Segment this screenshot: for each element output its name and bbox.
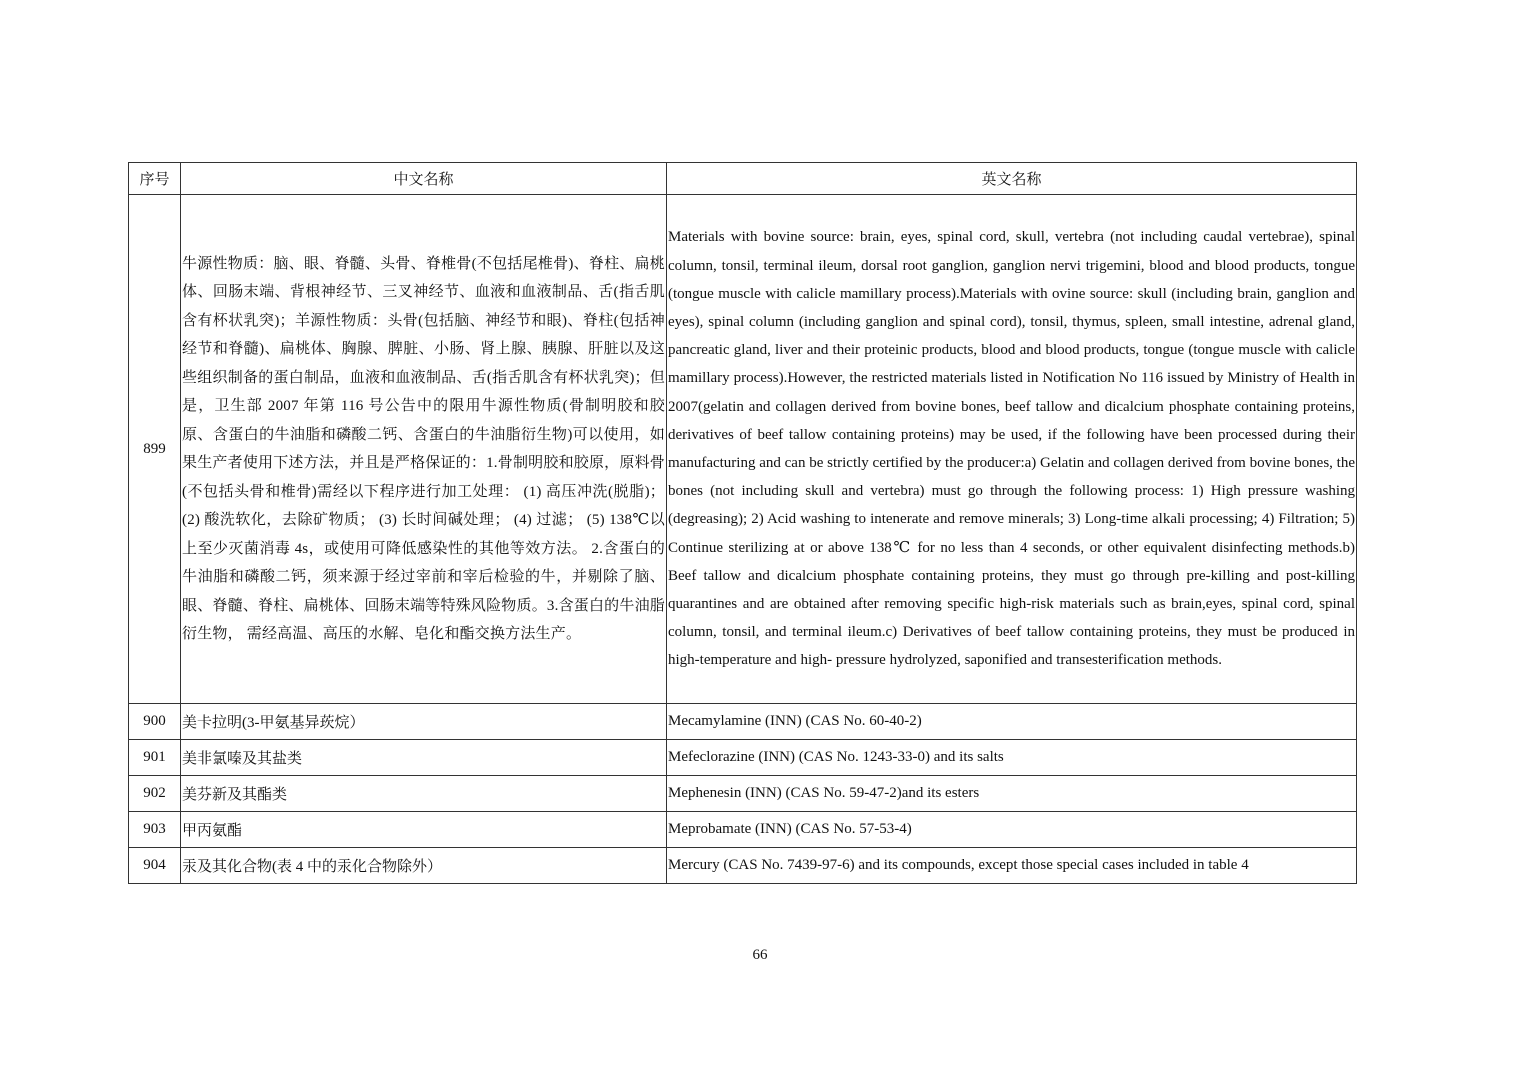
row-chinese-name: 美芬新及其酯类 <box>181 776 667 812</box>
table-header-row <box>129 163 1357 195</box>
row-english-name: Mefeclorazine (INN) (CAS No. 1243-33-0) and its salts <box>667 740 1357 776</box>
row-english-name: Mephenesin (INN) (CAS No. 59-47-2)and its esters <box>667 776 1357 812</box>
header-chinese-name: 中文名称 <box>181 163 667 195</box>
table-row <box>129 812 1357 848</box>
table-row <box>129 740 1357 776</box>
row-english-name: Materials with bovine source: brain, eyes, spinal cord, skull, vertebra (not including caudal vertebrae), spinal column, tonsil, terminal ileum, dorsal root ganglion, ganglion nervi trigemini, blood and blood products, tongue (tongue muscle with calicle mamillary process).Materials with ovine source: skull (including brain, ganglion and eyes), spinal column (including ganglion and spinal cord), tonsil, thymus, spleen, small intestine, adrenal gland, pancreatic gland, liver and their proteinic products, blood and blood products, tongue (tongue muscle with calicle mamillary process).However, the restricted materials listed in Notification No 116 issued by Ministry of Health in 2007(gelatin and collagen derived from bovine bones, beef tallow and dicalcium phosphate containing proteins, derivatives of beef tallow containing proteins) may be used, if the following have been processed during their manufacturing and can be strictly certified by the producer:a) Gelatin and collagen derived from bovine bones, the bones (not including skull and vertebra) must go through the following process: 1) High pressure washing (degreasing); 2) Acid washing to intenerate and remove minerals; 3) Long-time alkali processing; 4) Filtration; 5) Continue sterilizing at or above 138℃ for no less than 4 seconds, or other equivalent disinfecting methods.b) Beef tallow and dicalcium phosphate containing proteins, they must go through pre-killing and post-killing quarantines and are obtained after removing specific high-risk materials such as brain,eyes, spinal cord, spinal column, tonsil, and terminal ileum.c) Derivatives of beef tallow containing proteins, they must be produced in high-temperature and high- pressure hydrolyzed, saponified and transesterification methods. <box>667 195 1357 704</box>
row-chinese-name: 美卡拉明(3-甲氨基异莰烷） <box>181 704 667 740</box>
row-number: 902 <box>129 776 181 812</box>
header-number: 序号 <box>129 163 181 195</box>
row-number: 903 <box>129 812 181 848</box>
row-number: 904 <box>129 848 181 884</box>
table-row <box>129 195 1357 704</box>
page-number: 66 <box>752 947 768 963</box>
table-row <box>129 704 1357 740</box>
row-chinese-name: 汞及其化合物(表 4 中的汞化合物除外） <box>181 848 667 884</box>
header-english-name: 英文名称 <box>667 163 1357 195</box>
row-number: 901 <box>129 740 181 776</box>
row-english-name: Meprobamate (INN) (CAS No. 57-53-4) <box>667 812 1357 848</box>
row-chinese-name: 甲丙氨酯 <box>181 812 667 848</box>
substance-table <box>128 162 1357 884</box>
row-chinese-name: 牛源性物质：脑、眼、脊髓、头骨、脊椎骨(不包括尾椎骨)、脊柱、扁桃体、回肠末端、背根神经节、三叉神经节、血液和血液制品、舌(指舌肌含有杯状乳突)；羊源性物质：头骨(包括脑、神经节和眼)、脊柱(包括神经节和脊髓)、扁桃体、胸腺、脾脏、小肠、肾上腺、胰腺、肝脏以及这些组织制备的蛋白制品，血液和血液制品、舌(指舌肌含有杯状乳突)；但是，卫生部 2007 年第 116 号公告中的限用牛源性物质(骨制明胶和胶原、含蛋白的牛油脂和磷酸二钙、含蛋白的牛油脂衍生物)可以使用，如果生产者使用下述方法，并且是严格保证的：1.骨制明胶和胶原，原料骨(不包括头骨和椎骨)需经以下程序进行加工处理： (1) 高压冲洗(脱脂)； (2) 酸洗软化，去除矿物质； (3) 长时间碱处理； (4) 过滤； (5) 138℃以上至少灭菌消毒 4s，或使用可降低感染性的其他等效方法。 2.含蛋白的牛油脂和磷酸二钙，须来源于经过宰前和宰后检验的牛，并剔除了脑、眼、脊髓、脊柱、扁桃体、回肠末端等特殊风险物质。3.含蛋白的牛油脂衍生物， 需经高温、高压的水解、皂化和酯交换方法生产。 <box>181 195 667 704</box>
table-row <box>129 776 1357 812</box>
row-chinese-name: 美非氯嗪及其盐类 <box>181 740 667 776</box>
row-number: 900 <box>129 704 181 740</box>
table-row <box>129 848 1357 884</box>
row-english-name: Mercury (CAS No. 7439-97-6) and its compounds, except those special cases included in table 4 <box>667 848 1357 884</box>
row-english-name: Mecamylamine (INN) (CAS No. 60-40-2) <box>667 704 1357 740</box>
row-number: 899 <box>129 195 181 704</box>
